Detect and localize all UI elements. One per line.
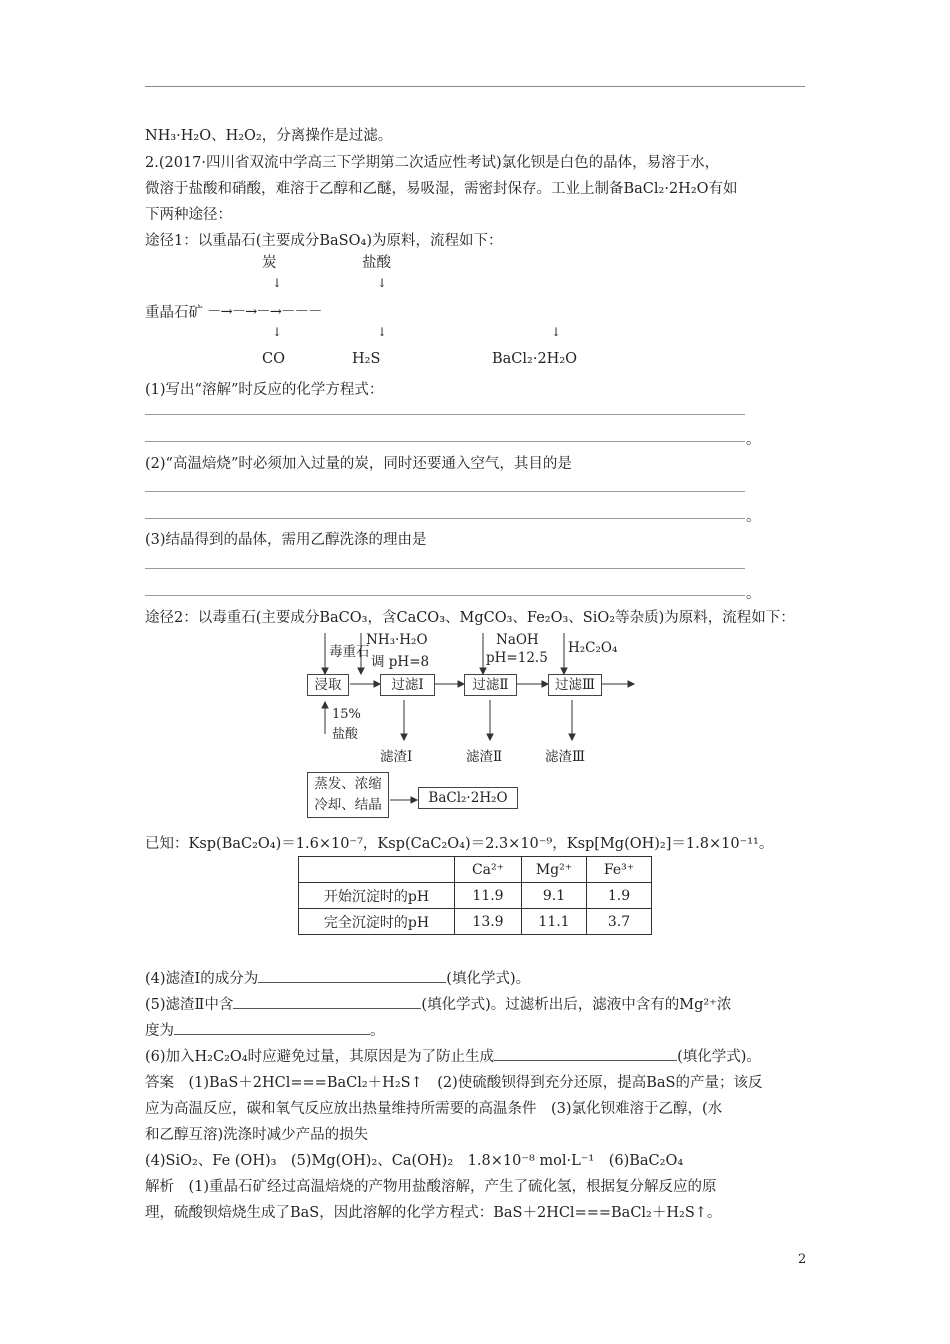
down-arrow-icon: ↓ — [272, 276, 283, 290]
route1-label-acid: 盐酸 — [362, 255, 391, 271]
residue-1: 滤渣Ⅰ — [380, 749, 413, 765]
residue-3: 滤渣Ⅲ — [545, 749, 586, 765]
route2-input-oxalic: H₂C₂O₄ — [568, 640, 618, 656]
down-arrow-icon: ↓ — [377, 325, 388, 339]
route2-input-ph125: pH=12.5 — [486, 650, 548, 666]
flow-box-filter-3: 过滤Ⅲ — [548, 674, 602, 696]
answer-line[interactable] — [145, 518, 745, 519]
flow-box-filter-2: 过滤Ⅱ — [464, 674, 517, 696]
table-header-fe: Fe³⁺ — [587, 857, 652, 883]
flow-box-evaporate-line-2: 冷却、结晶 — [314, 797, 382, 813]
route2-input-ammonia: NH₃·H₂O — [366, 632, 428, 648]
route1-product-h2s: H₂S — [352, 351, 381, 367]
ksp-line: 已知：Ksp(BaC₂O₄)＝1.6×10⁻⁷，Ksp(CaC₂O₄)＝2.3×10⁻⁹，Ksp[Mg(OH)₂]＝1.8×10⁻¹¹。 — [145, 836, 774, 852]
page-number: 2 — [798, 1252, 807, 1267]
answer-line-1: 答案 (1)BaS＋2HCl===BaCl₂＋H₂S↑ (2)使硫酸钡得到充分还原，提高BaS的产量；该反 — [145, 1075, 763, 1091]
down-arrow-icon: ↓ — [551, 325, 562, 339]
table-row — [299, 909, 652, 935]
table-header-ca: Ca²⁺ — [455, 857, 522, 883]
down-arrow-icon: ↓ — [272, 325, 283, 339]
residue-2: 滤渣Ⅱ — [466, 749, 503, 765]
table-cell: 11.1 — [522, 909, 587, 935]
flow-box-product: BaCl₂·2H₂O — [418, 787, 518, 809]
answer-line[interactable] — [145, 441, 745, 442]
route2-acid-percent: 15% — [332, 707, 361, 722]
answer-line-3: 和乙醇互溶)洗涤时减少产品的损失 — [145, 1127, 369, 1143]
route2-acid-label: 盐酸 — [332, 727, 359, 742]
route2-input-naoh: NaOH — [496, 632, 539, 648]
question-5-text: (5)滤渣Ⅱ中含 — [145, 997, 234, 1013]
answer-line-4: (4)SiO₂、Fe (OH)₃ (5)Mg(OH)₂、Ca(OH)₂ 1.8×10⁻⁸ mol·L⁻¹ (6)BaC₂O₄ — [145, 1153, 684, 1169]
question-5-cont-text: 度为 — [145, 1023, 174, 1039]
q2-intro-line-1: 2.(2017·四川省双流中学高三下学期第二次适应性考试)氯化钡是白色的晶体，易溶于水， — [145, 155, 720, 171]
answer-line[interactable] — [145, 491, 745, 492]
flow-box-evaporate-line-1: 蒸发、浓缩 — [314, 776, 382, 792]
ph-table — [298, 856, 652, 935]
flow-box-filter-1: 过滤Ⅰ — [380, 674, 435, 696]
question-6-text: (6)加入H₂C₂O₄时应避免过量，其原因是为了防止生成 — [145, 1049, 495, 1065]
table-header-empty — [299, 857, 455, 883]
top-fragment: NH₃·H₂O、H₂O₂，分离操作是过滤。 — [145, 128, 393, 144]
route1-product-bacl2: BaCl₂·2H₂O — [492, 351, 578, 367]
table-header-mg: Mg²⁺ — [522, 857, 587, 883]
blank-q5a[interactable] — [233, 994, 421, 1009]
blank-q6[interactable] — [494, 1046, 677, 1061]
analysis-line-1: 解析 (1)重晶石矿经过高温焙烧的产物用盐酸溶解，产生了硫化氢，根据复分解反应的原 — [145, 1179, 717, 1195]
question-6 — [145, 1045, 761, 1066]
flow-box-leach: 浸取 — [307, 674, 349, 696]
period: 。 — [370, 1023, 385, 1039]
analysis-line-2: 理，硫酸钡焙烧生成了BaS，因此溶解的化学方程式：BaS＋2HCl===BaCl₂＋H₂S↑。 — [145, 1205, 722, 1221]
route1-flow-dashes: －→－→－→－－－ — [207, 304, 322, 320]
header-rule — [145, 86, 805, 87]
blank-q5b[interactable] — [174, 1020, 370, 1035]
answer-line-2: 应为高温反应，碳和氧气反应放出热量维持所需要的高温条件 (3)氯化钡难溶于乙醇，(水 — [145, 1101, 723, 1117]
route2-title: 途径2：以毒重石(主要成分BaCO₃，含CaCO₃、MgCO₃、Fe₂O₃、SiO₂等杂质)为原料，流程如下： — [145, 610, 795, 626]
q2-intro-line-3: 下两种途径： — [145, 207, 232, 223]
answer-line[interactable] — [145, 414, 745, 415]
table-cell: 11.9 — [455, 883, 522, 909]
flow-box-evaporate — [307, 772, 389, 818]
question-5-cont — [145, 1019, 385, 1040]
question-5-suffix: (填化学式)。过滤析出后，滤液中含有的Mg²⁺浓 — [421, 997, 732, 1013]
question-4-text: (4)滤渣Ⅰ的成分为 — [145, 971, 259, 987]
question-5 — [145, 993, 731, 1014]
route2-input-ore: 毒重石 — [329, 644, 370, 660]
route1-product-co: CO — [262, 351, 285, 367]
question-3: (3)结晶得到的晶体，需用乙醇洗涤的理由是 — [145, 532, 427, 548]
question-2: (2)“高温焙烧”时必须加入过量的炭，同时还要通入空气，其目的是 — [145, 456, 572, 472]
question-6-suffix: (填化学式)。 — [677, 1049, 761, 1065]
period: 。 — [746, 432, 761, 448]
question-4 — [145, 967, 530, 988]
q2-intro-line-2: 微溶于盐酸和硝酸，难溶于乙醇和乙醚，易吸湿，需密封保存。工业上制备BaCl₂·2H₂O有如 — [145, 181, 738, 197]
answer-line[interactable] — [145, 568, 745, 569]
down-arrow-icon: ↓ — [377, 276, 388, 290]
table-cell: 13.9 — [455, 909, 522, 935]
question-1: (1)写出“溶解”时反应的化学方程式： — [145, 382, 384, 398]
route1-label-carbon: 炭 — [262, 255, 277, 271]
answer-line[interactable] — [145, 595, 745, 596]
table-row — [299, 857, 652, 883]
table-cell: 1.9 — [587, 883, 652, 909]
period: 。 — [746, 586, 761, 602]
table-cell: 开始沉淀时的pH — [299, 883, 455, 909]
route2-input-ph8: 调 pH=8 — [371, 654, 430, 670]
period: 。 — [746, 509, 761, 525]
route1-start: 重晶石矿 — [145, 305, 203, 321]
table-cell: 9.1 — [522, 883, 587, 909]
table-row — [299, 883, 652, 909]
blank-q4[interactable] — [258, 968, 446, 983]
table-cell: 3.7 — [587, 909, 652, 935]
question-4-suffix: (填化学式)。 — [446, 971, 531, 987]
table-cell: 完全沉淀时的pH — [299, 909, 455, 935]
route1-title: 途径1：以重晶石(主要成分BaSO₄)为原料，流程如下： — [145, 233, 503, 249]
